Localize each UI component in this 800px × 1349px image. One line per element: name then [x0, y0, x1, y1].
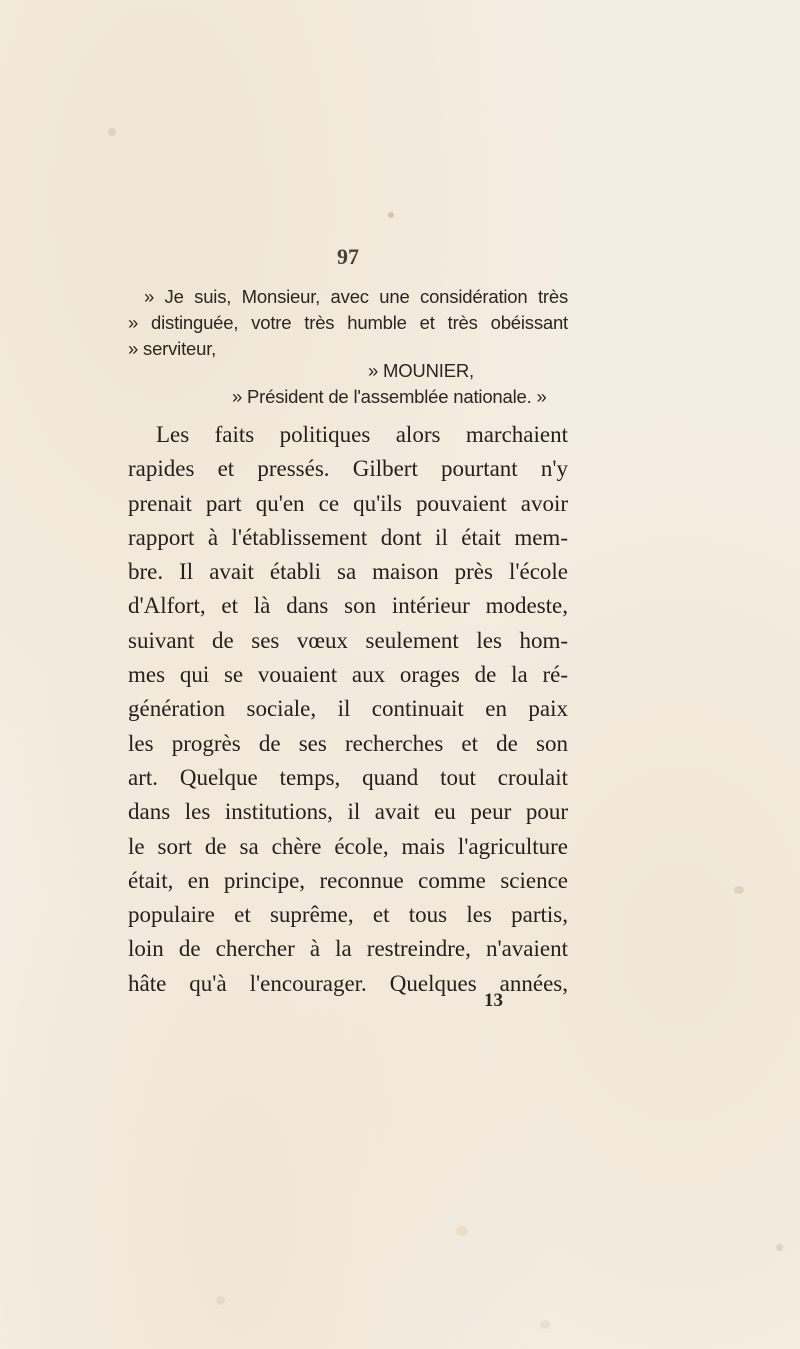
page-number: 97: [337, 244, 359, 269]
paragraph-line: art. Quelque temps, quand tout croulait: [128, 764, 568, 790]
paragraph-line: les progrès de ses recherches et de son: [128, 730, 568, 756]
paragraph-line: d'Alfort, et là dans son intérieur modeste,: [128, 593, 568, 619]
paragraph-line: suivant de ses vœux seulement les hom-: [128, 627, 568, 653]
body-paragraph: [128, 418, 568, 1001]
paragraph-line: rapport à l'établissement dont il était mem-: [128, 524, 568, 550]
letter-line: » distinguée, votre très humble et très obéissant: [128, 312, 568, 333]
letter-line: » Je suis, Monsieur, avec une considération très: [144, 286, 568, 307]
paragraph-line: le sort de sa chère école, mais l'agriculture: [128, 833, 568, 859]
paper-speck: [108, 128, 116, 136]
printer-signature-mark: 13: [484, 990, 503, 1011]
paragraph-line: dans les institutions, il avait eu peur pour: [128, 799, 568, 825]
paragraph-line: rapides et pressés. Gilbert pourtant n'y: [128, 456, 568, 482]
letter-signature-name: » MOUNIER,: [368, 360, 474, 381]
paragraph-line: populaire et suprême, et tous les partis,: [128, 902, 568, 928]
paragraph-line: était, en principe, reconnue comme science: [128, 867, 568, 893]
paragraph-line: mes qui se vouaient aux orages de la ré-: [128, 662, 568, 688]
paper-speck: [456, 1226, 468, 1236]
paper-speck: [388, 212, 394, 218]
paragraph-line: hâte qu'à l'encourager. Quelques années,: [128, 970, 568, 996]
paper-speck: [776, 1244, 783, 1251]
paragraph-line: loin de chercher à la restreindre, n'avaient: [128, 936, 568, 962]
letter-line: » serviteur,: [128, 338, 217, 359]
paragraph-line: Les faits politiques alors marchaient: [156, 422, 568, 447]
paper-speck: [216, 1296, 225, 1305]
paragraph-line: prenait part qu'en ce qu'ils pouvaient avoir: [128, 490, 568, 516]
paragraph-line: génération sociale, il continuait en paix: [128, 696, 568, 722]
paper-speck: [540, 1320, 550, 1329]
letter-closing: [128, 284, 568, 410]
paragraph-line: bre. Il avait établi sa maison près l'école: [128, 559, 568, 585]
letter-signature-title: » Président de l'assemblée nationale. »: [232, 386, 547, 407]
paper-speck: [734, 886, 744, 894]
